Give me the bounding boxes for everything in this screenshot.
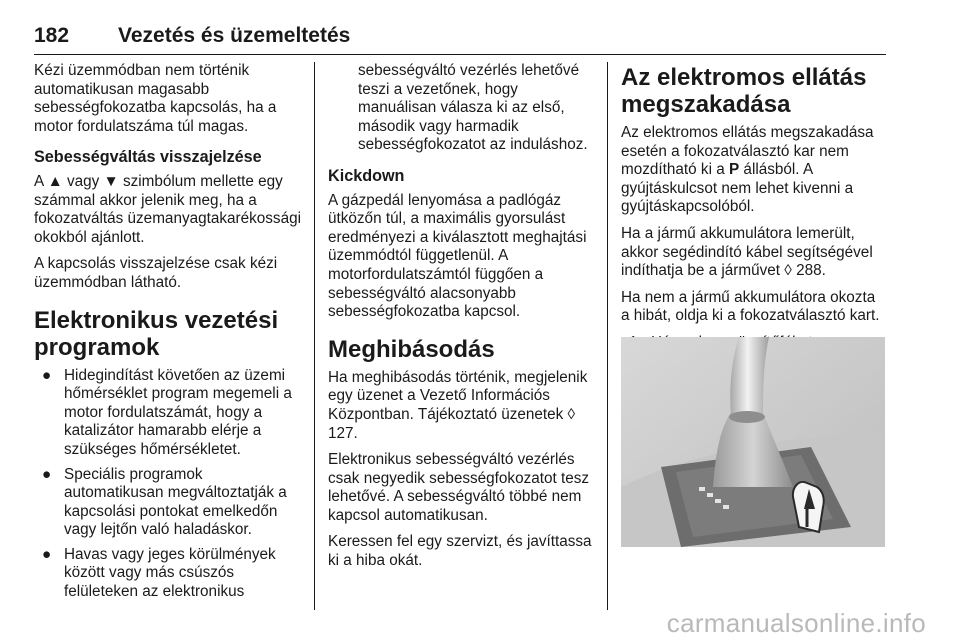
fault-paragraph-3: Keressen fel egy szervizt, és javíttassa ki a hiba okát. <box>328 533 592 570</box>
fault-paragraph-1: Ha meghibásodás történik, megjelenik egy üzenet a Vezető Információs Központban. Tájékoztató üzenetek ◊ 127. <box>328 368 588 442</box>
list-item <box>34 546 302 602</box>
watermark: carmanualsonline.info <box>666 608 926 638</box>
kickdown-paragraph: A gázpedál lenyomása a padlógáz ütközőn túl, a maximális gyorsulást eredményezi a kiválasztott meghajtási üzemmódtól függetlenül. A motorfordulatszámtól függően a sebességváltó alacsonyabb sebességfokozatba kapcsol. <box>328 191 587 321</box>
section-title-fault: Meghibásodás <box>328 335 495 363</box>
bullet-icon: ● <box>42 545 52 563</box>
bullet-icon: ● <box>42 366 52 384</box>
power-loss-paragraph-1: Az elektromos ellátás megszakadása esetén a fokozatválasztó kar nem mozdítható ki a P állásból. A gyújtáskulcsot nem lehet kivenni a gyújtáskapcsolóból. <box>621 124 874 216</box>
subheading-shift-indicator: Sebességváltás visszajelzése <box>34 148 262 167</box>
column-left <box>34 62 302 608</box>
intro-paragraph: Kézi üzemmódban nem történik automatikusan magasabb sebességfokozatba kapcsolás, ha a motor fordulatszáma túl magas. <box>34 62 277 135</box>
column-right <box>621 62 887 353</box>
shift-indicator-paragraph: A ▲ vagy ▼ szimbólum mellette egy számmal akkor jelenik meg, ha a fokozatváltás üzemanyagtakarékossági okokból ajánlott. <box>34 172 301 246</box>
bullet-icon: ● <box>42 465 52 483</box>
fault-paragraph-2: Elektronikus sebességváltó vezérlés csak negyedik sebességfokozatot tesz lehetővé. A sebességváltó többé nem kapcsol automatikusan. <box>328 451 590 524</box>
column-middle <box>328 62 600 579</box>
list-item-text: Havas vagy jeges körülmények között vagy más csúszós felületeken az elektronikus <box>64 545 276 601</box>
list-item <box>34 466 302 540</box>
column-divider <box>314 62 315 610</box>
park-position-label: P <box>728 161 740 179</box>
gear-selector-photo <box>621 337 885 547</box>
section-title-power-loss: Az elektromos ellátás megszakadása <box>621 64 867 118</box>
section-title-programs: Elektronikus vezetési programok <box>34 306 279 361</box>
list-item-text: Speciális programok automatikusan megváltoztatják a kapcsolási pontokat emelkedőn vagy lejtőn való haladáskor. <box>64 465 287 539</box>
page-header <box>34 14 886 55</box>
column-divider <box>607 62 608 610</box>
programs-list <box>34 367 302 602</box>
subheading-kickdown: Kickdown <box>328 166 405 185</box>
list-item <box>34 367 302 460</box>
page-number: 182 <box>34 24 70 47</box>
manual-mode-paragraph: A kapcsolás visszajelzése csak kézi üzemmódban látható. <box>34 255 278 291</box>
power-loss-paragraph-3: Ha nem a jármű akkumulátora okozta a hibát, oldja ki a fokozatválasztó kart. <box>621 288 880 325</box>
power-loss-paragraph-2: Ha a jármű akkumulátora lemerült, akkor segédindító kábel segítségével indíthatja be a járművet ◊ 288. <box>621 224 873 280</box>
list-item-text: Hidegindítást követően az üzemi hőmérséklet program megemeli a motor fordulatszámát, hogy a katalizátor hamarabb elérje a szükséges hőmérsékletet. <box>64 366 292 458</box>
running-title: Vezetés és üzemeltetés <box>118 24 351 47</box>
continuation-paragraph: sebességváltó vezérlés lehetővé teszi a vezetőnek, hogy manuálisan válasza ki az első, második vagy harmadik sebességfokozatot az induláshoz. <box>358 62 588 154</box>
